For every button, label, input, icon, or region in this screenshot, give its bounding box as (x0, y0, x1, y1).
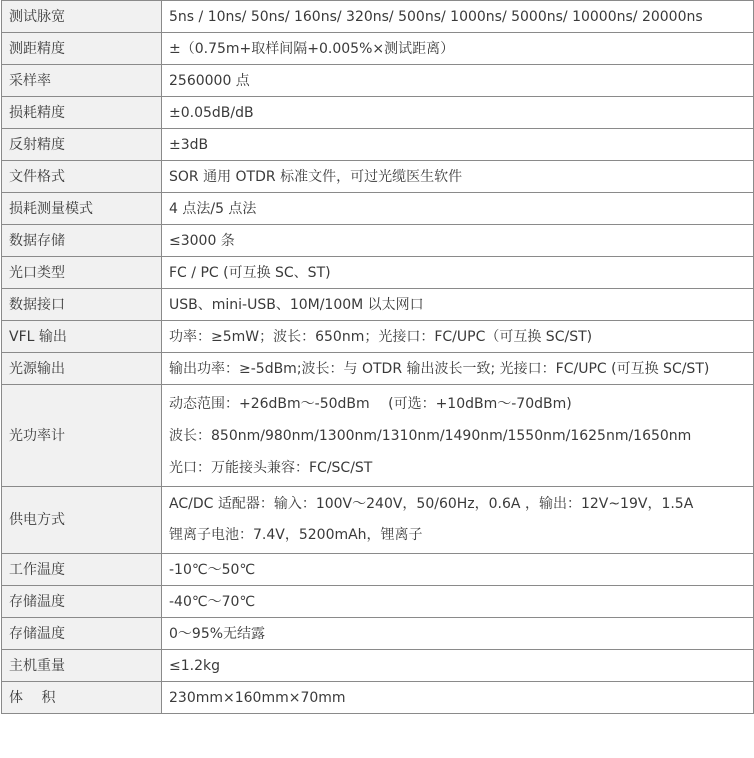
row-value: ±3dB (162, 129, 754, 161)
spec-table (1, 0, 754, 714)
value-line: AC/DC 适配器：输入：100V～240V，50/60Hz，0.6A ，输出：12V~19V，1.5A (169, 496, 694, 512)
table-row (2, 682, 754, 714)
value-line: 波长：850nm/980nm/1300nm/1310nm/1490nm/1550nm/1625nm/1650nm (169, 427, 692, 444)
row-label: 光功率计 (2, 385, 162, 487)
table-row (2, 225, 754, 257)
row-value: -10℃～50℃ (162, 554, 754, 586)
table-row (2, 321, 754, 353)
table-row (2, 586, 754, 618)
row-value (162, 487, 754, 554)
row-value: 输出功率：≥-5dBm;波长：与 OTDR 输出波长一致; 光接口：FC/UPC (可互换 SC/ST) (162, 353, 754, 385)
table-row (2, 97, 754, 129)
row-label: 测试脉宽 (2, 1, 162, 33)
value-line: 动态范围：+26dBm～-50dBm (可选：+10dBm～-70dBm) (169, 395, 572, 412)
table-row (2, 650, 754, 682)
table-row (2, 385, 754, 487)
row-label: 采样率 (2, 65, 162, 97)
row-label: 工作温度 (2, 554, 162, 586)
row-value: 230mm×160mm×70mm (162, 682, 754, 714)
table-row (2, 65, 754, 97)
row-label: 文件格式 (2, 161, 162, 193)
table-row (2, 129, 754, 161)
row-value: SOR 通用 OTDR 标准文件，可过光缆医生软件 (162, 161, 754, 193)
row-label: 存储温度 (2, 618, 162, 650)
value-line: 锂离子电池：7.4V，5200mAh，锂离子 (169, 527, 423, 543)
table-row (2, 618, 754, 650)
table-row (2, 193, 754, 225)
row-value: -40℃～70℃ (162, 586, 754, 618)
row-label: 反射精度 (2, 129, 162, 161)
table-row (2, 1, 754, 33)
row-label: 损耗测量模式 (2, 193, 162, 225)
row-value: 4 点法/5 点法 (162, 193, 754, 225)
row-label: 存储温度 (2, 586, 162, 618)
row-label: 主机重量 (2, 650, 162, 682)
row-value (162, 385, 754, 487)
row-label: 数据接口 (2, 289, 162, 321)
spec-table-body (2, 1, 754, 714)
table-row (2, 33, 754, 65)
row-label: 供电方式 (2, 487, 162, 554)
row-value: 功率：≥5mW；波长：650nm；光接口：FC/UPC（可互换 SC/ST) (162, 321, 754, 353)
row-value: 5ns / 10ns/ 50ns/ 160ns/ 320ns/ 500ns/ 1000ns/ 5000ns/ 10000ns/ 20000ns (162, 1, 754, 33)
row-label: 数据存储 (2, 225, 162, 257)
row-label: 光源输出 (2, 353, 162, 385)
table-row (2, 554, 754, 586)
row-label: 光口类型 (2, 257, 162, 289)
row-value: USB、mini-USB、10M/100M 以太网口 (162, 289, 754, 321)
row-label: VFL 输出 (2, 321, 162, 353)
row-value: ≤3000 条 (162, 225, 754, 257)
row-value: ≤1.2kg (162, 650, 754, 682)
row-value: 2560000 点 (162, 65, 754, 97)
table-row (2, 289, 754, 321)
row-label: 体 积 (2, 682, 162, 714)
row-label: 损耗精度 (2, 97, 162, 129)
row-value: ±0.05dB/dB (162, 97, 754, 129)
table-row (2, 353, 754, 385)
row-value: 0～95%无结露 (162, 618, 754, 650)
row-label: 测距精度 (2, 33, 162, 65)
row-value: FC / PC (可互换 SC、ST) (162, 257, 754, 289)
row-value: ±（0.75m+取样间隔+0.005%×测试距离） (162, 33, 754, 65)
table-row (2, 257, 754, 289)
value-line: 光口：万能接头兼容：FC/SC/ST (169, 459, 373, 476)
table-row (2, 487, 754, 554)
table-row (2, 161, 754, 193)
